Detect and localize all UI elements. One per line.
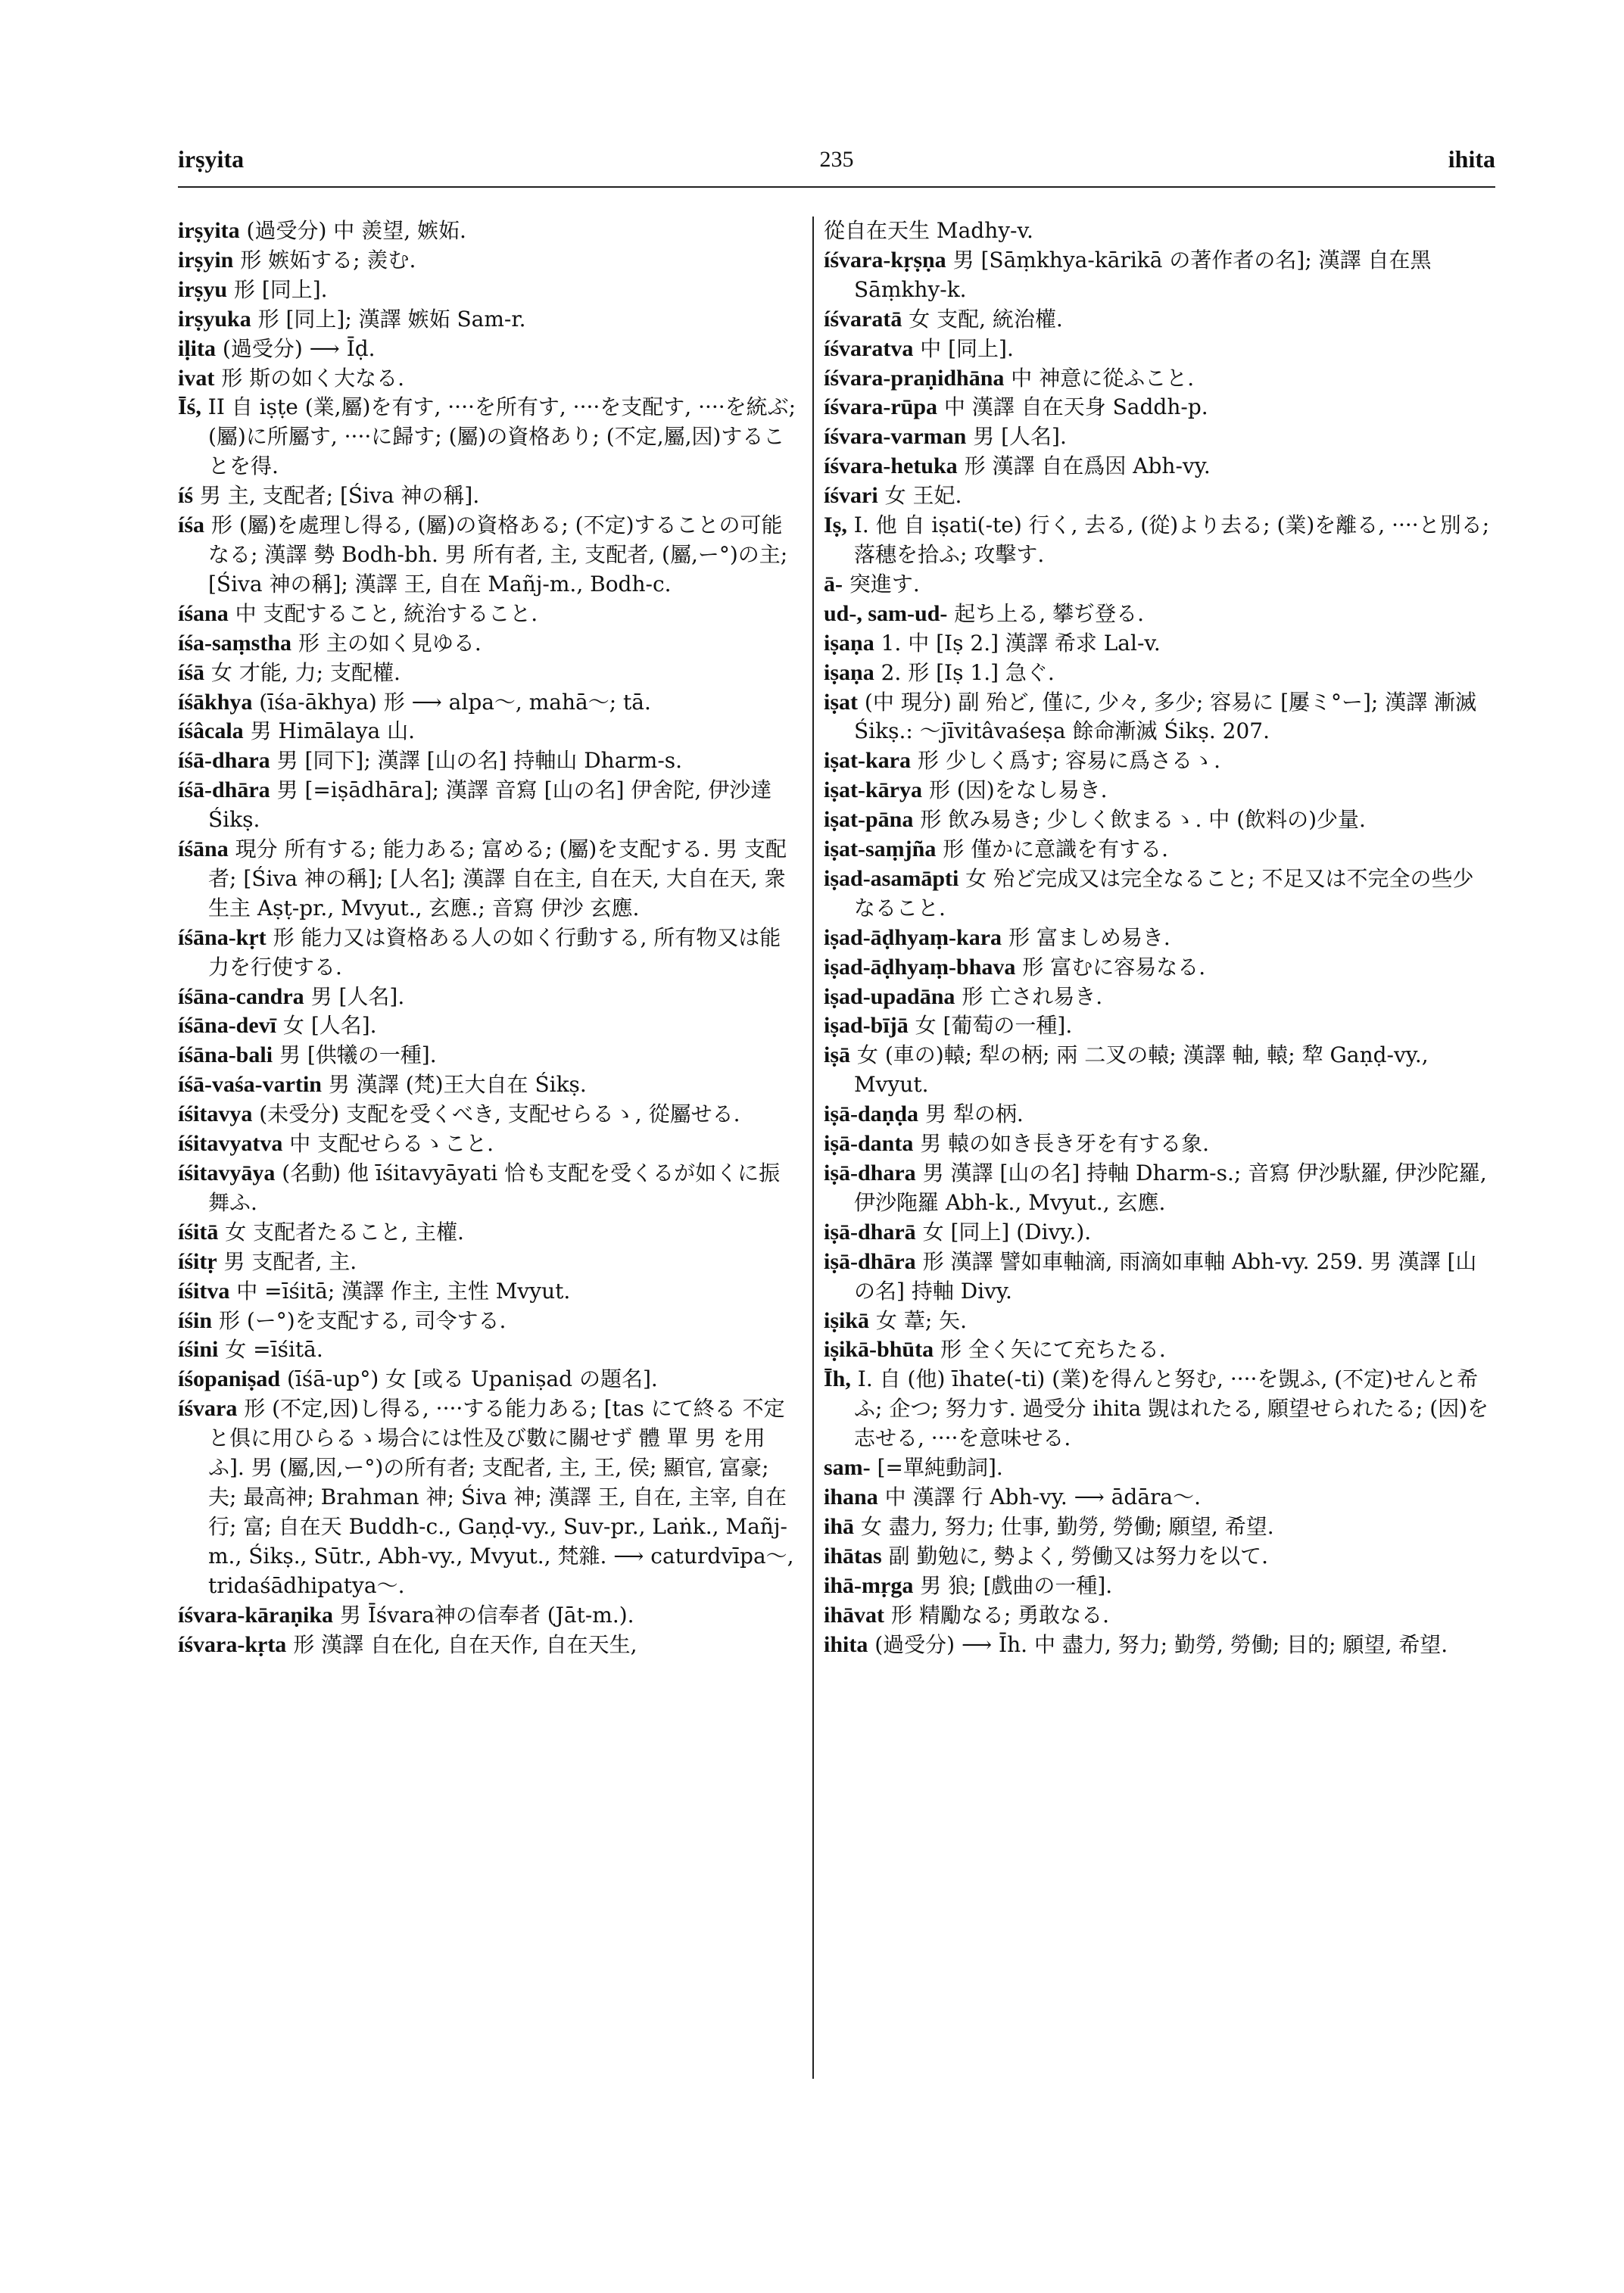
entry-definition: [=單純動詞].	[870, 1455, 1003, 1481]
entry-definition: 形 漢譯 自在化, 自在天作, 自在天生,	[286, 1631, 637, 1657]
dictionary-entry	[178, 1248, 799, 1277]
entry-definition: 男 漢譯 [山の名] 持軸 Dharm-s.; 音寫 伊沙馱羅, 伊沙陀羅, 伊沙陁羅 Abh-k., Mvyut., 玄應.	[854, 1161, 1487, 1215]
dictionary-entry	[178, 217, 799, 246]
entry-headword: iṣikā	[824, 1307, 870, 1333]
dictionary-entry	[178, 1041, 799, 1070]
entry-headword: iṣat	[824, 689, 858, 715]
entry-headword: iṣā-dhara	[824, 1161, 916, 1185]
entry-headword: íśāna-devī	[178, 1013, 277, 1039]
dictionary-entry	[178, 1335, 799, 1365]
dictionary-entry	[824, 659, 1490, 688]
dictionary-entry	[824, 1011, 1490, 1041]
entry-headword: irṣyu	[178, 276, 228, 302]
entry-definition: 女 支配, 統治權.	[902, 306, 1063, 332]
dictionary-entry	[824, 1453, 1490, 1483]
entry-definition: I. 自 (他) īhate(-ti) (業)を得んと努む, ····を覬ふ, (不定)せんと希ふ; 企つ; 努力す. 過受分 ihita 覬はれたる, 願望せられたる; (因)を志せる, ····を意味せる.	[850, 1366, 1489, 1451]
entry-definition: 女 =īśitā.	[218, 1337, 323, 1363]
dictionary-entry	[178, 1218, 799, 1248]
dictionary-entry	[178, 1129, 799, 1159]
dictionary-entry	[824, 1041, 1490, 1100]
entry-definition: 女 殆ど完成又は完全なること; 不足又は不完全の些少なること.	[854, 865, 1474, 921]
entry-headword: íśitavya	[178, 1101, 253, 1127]
entry-headword: íśâcala	[178, 718, 244, 744]
entry-headword: íśitva	[178, 1278, 230, 1304]
entry-definition: 副 勤勉に, 勢よく, 勞働又は努力を以て.	[881, 1543, 1268, 1569]
entry-headword: ihana	[824, 1484, 878, 1509]
entry-definition: II 自 iṣṭe (業,屬)を有す, ····を所有す, ····を支配す, ····を統ぶ; (屬)に所屬す, ····に歸す; (屬)の資格あり; (不定,屬,因)することを得.	[201, 394, 796, 479]
dictionary-entry	[178, 688, 799, 718]
dictionary-entry	[178, 746, 799, 776]
dictionary-entry	[178, 335, 799, 364]
dictionary-entry	[824, 1572, 1490, 1601]
dictionary-entry	[824, 1365, 1490, 1453]
entry-definition: 男 轅の如き長き牙を有する象.	[913, 1131, 1210, 1157]
entry-definition: 女 葦; 矢.	[869, 1307, 968, 1333]
dictionary-entry	[824, 246, 1490, 305]
entry-headword: iṣat-saṃjña	[824, 837, 937, 862]
entry-definition: 男 [同下]; 漢譯 [山の名] 持軸山 Dharm-s.	[270, 748, 683, 774]
entry-headword: iṣā	[824, 1042, 851, 1068]
dictionary-entry	[824, 1159, 1490, 1218]
entry-headword: iṣad-bījā	[824, 1013, 909, 1039]
dictionary-entry	[824, 1542, 1490, 1572]
entry-headword: irṣyin	[178, 247, 234, 273]
entry-definition: 形 嫉妬する; 羨む.	[233, 247, 416, 273]
entry-definition: 形 (不定,因)し得る, ····する能力ある; [tas にて終る 不定 と俱に用ひらるゝ場合には性及び數に關せず 體 單 男 を用ふ]. 男 (屬,因,ー°)の所有者; 支配者, 主, 王, 侯; 顯官, 富豪; 夫; 最高神; Brahman 神; Śiva 神; 漢譯 王, 自在, 主宰, 自在行; 富; 自在天 Buddh-c., Gaṇḍ-vy., Suv-pr., Laṅk., Mañj-m., Śikṣ., Sūtr., Abh-vy., Mvyut., 梵雜. ⟶ caturdvīpa〜, tridaśādhipatya〜.	[208, 1396, 794, 1598]
entry-headword: iṣad-upadāna	[824, 983, 955, 1009]
entry-definition: (名動) 他 īśitavyāyati 恰も支配を受くるが如くに振舞ふ.	[208, 1161, 781, 1215]
entry-headword: íśākhya	[178, 689, 253, 715]
dictionary-entry	[824, 983, 1490, 1012]
dictionary-entry	[824, 393, 1490, 422]
dictionary-entry	[824, 1307, 1490, 1336]
dictionary-entry	[824, 776, 1490, 805]
entry-definition: 女 [人名].	[276, 1013, 377, 1039]
dictionary-entry	[824, 1513, 1490, 1542]
entry-definition: 現分 所有する; 能力ある; 富める; (屬)を支配する. 男 支配者; [Śiva 神の稱]; [人名]; 漢譯 自在主, 自在天, 大自在天, 衆生主 Aṣṭ-pr., Mvyut., 玄應.; 音寫 伊沙 玄應.	[208, 837, 787, 921]
entry-headword: ihātas	[824, 1543, 882, 1569]
header-rule	[178, 186, 1495, 188]
entry-definition: 形 (屬)を處理し得る, (屬)の資格ある; (不定)することの可能なる; 漢譯 勢 Bodh-bh. 男 所有者, 主, 支配者, (屬,ー°)の主; [Śiva 神の稱]; 漢譯 王, 自在 Mañj-m., Bodh-c.	[204, 512, 788, 597]
dictionary-entry	[178, 983, 799, 1012]
entry-definition: 男 [=iṣādhāra]; 漢譯 音寫 [山の名] 伊舍陀, 伊沙達 Śikṣ.	[208, 777, 772, 833]
entry-headword: íś	[178, 483, 194, 509]
entry-definition: 男 [人名].	[966, 424, 1067, 450]
dictionary-entry	[824, 1100, 1490, 1129]
entry-headword: íśitavyāya	[178, 1161, 276, 1185]
entry-definition: 1. 中 [Iṣ 2.] 漢譯 希求 Lal-v.	[874, 630, 1161, 656]
entry-headword: íśā-dhara	[178, 748, 270, 774]
entry-headword: iṣad-āḍhyaṃ-kara	[824, 924, 1002, 950]
entry-headword: íśvara-kāraṇika	[178, 1602, 334, 1628]
entry-headword: íśāna	[178, 837, 229, 862]
entry-definition: 中 漢譯 自在天身 Saddh-p.	[937, 394, 1208, 420]
entry-definition: 中 神意に從ふこと.	[1004, 365, 1195, 391]
entry-headword: sam-	[824, 1455, 871, 1481]
dictionary-entry	[178, 835, 799, 924]
entry-headword: irṣyuka	[178, 306, 251, 332]
dictionary-entry	[178, 511, 799, 600]
dictionary-entry	[178, 305, 799, 335]
entry-headword: íśvari	[824, 483, 878, 509]
entry-definition: 男 犁の柄.	[918, 1101, 1024, 1127]
entry-definition: 女 盡力, 努力; 仕事, 勤勞, 勞働; 願望, 希望.	[854, 1513, 1274, 1539]
entry-definition: 形 富ましめ易き.	[1002, 924, 1170, 950]
entry-definition: 突進す.	[843, 571, 920, 597]
dictionary-entry	[824, 335, 1490, 364]
entry-headword: iḷita	[178, 335, 216, 361]
entry-definition: 女 (車の)轅; 犁の柄; 兩 二叉の轅; 漢譯 軸, 轅; 犂 Gaṇḍ-vy., Mvyut.	[850, 1042, 1429, 1098]
dictionary-entry	[178, 1365, 799, 1394]
dictionary-entry	[824, 217, 1490, 246]
entry-definition: (過受分) ⟶ Īh. 中 盡力, 努力; 勤勞, 勞働; 目的; 願望, 希望.	[868, 1631, 1448, 1657]
entry-definition: 中 支配せらるゝこと.	[282, 1131, 494, 1157]
dictionary-entry	[824, 924, 1490, 953]
left-column	[178, 217, 799, 1659]
entry-definition: 形 (因)をなし易き.	[922, 777, 1108, 803]
entry-headword: íśitā	[178, 1219, 219, 1245]
entry-headword: irṣyita	[178, 218, 240, 243]
dictionary-entry	[178, 1070, 799, 1100]
entry-headword: íśitavyatva	[178, 1131, 283, 1157]
dictionary-entry	[824, 1601, 1490, 1631]
entry-headword: ihā	[824, 1513, 855, 1539]
entry-headword: iṣā-dhāra	[824, 1248, 916, 1274]
entry-headword: íśitṛ	[178, 1248, 217, 1274]
entry-definition: 男 狼; [戲曲の一種].	[913, 1572, 1113, 1598]
column-divider	[812, 217, 814, 2079]
entry-definition: 女 [同上] (Divy.).	[915, 1219, 1092, 1245]
dictionary-entry	[824, 481, 1490, 511]
entry-definition: 形 富むに容易なる.	[1015, 954, 1206, 980]
entry-definition: 形 漢譯 譬如車軸滴, 雨滴如車軸 Abh-vy. 259. 男 漢譯 [山の名] 持軸 Divy.	[854, 1248, 1477, 1304]
dictionary-entry	[824, 805, 1490, 835]
entry-headword: íśā-dhāra	[178, 777, 270, 803]
dictionary-entry	[824, 953, 1490, 983]
entry-headword: iṣat-kārya	[824, 777, 922, 803]
entry-headword: íśana	[178, 600, 229, 626]
entry-definition: 男 主, 支配者; [Śiva 神の稱].	[193, 483, 480, 509]
dictionary-entry	[178, 1307, 799, 1336]
entry-headword: iṣaṇa	[824, 659, 874, 685]
entry-definition: (īśā-up°) 女 [或る Upaniṣad の題名].	[280, 1366, 658, 1392]
entry-headword: íśvaratā	[824, 306, 902, 332]
dictionary-entry	[824, 1483, 1490, 1513]
entry-headword: iṣat-pāna	[824, 807, 914, 833]
entry-definition: 男 [人名].	[304, 983, 405, 1009]
entry-definition: 女 王妃.	[877, 483, 962, 509]
entry-headword: ihāvat	[824, 1602, 885, 1628]
entry-headword: íśvara	[178, 1396, 238, 1422]
entry-definition: 形 精勵なる; 勇敢なる.	[884, 1602, 1110, 1628]
entry-definition: 從自在天生 Madhy-v.	[824, 218, 1033, 243]
entry-headword: Iṣ,	[824, 512, 847, 538]
entry-headword: íśa-saṃstha	[178, 630, 292, 656]
entry-definition: 形 飲み易き; 少しく飲まるゝ. 中 (飲料の)少量.	[913, 807, 1366, 833]
entry-definition: 中 [同上].	[913, 335, 1014, 361]
dictionary-entry	[178, 1011, 799, 1041]
entry-headword: íśāna-bali	[178, 1042, 273, 1068]
entry-headword: íśopaniṣad	[178, 1366, 281, 1392]
entry-definition: 男 漢譯 (梵)王大自在 Śikṣ.	[322, 1072, 587, 1098]
entry-definition: 中 支配すること, 統治すること.	[228, 600, 538, 626]
entry-headword: ivat	[178, 365, 215, 391]
dictionary-entry	[178, 924, 799, 983]
entry-definition: (過受分) ⟶ Īḍ.	[216, 335, 376, 361]
dictionary-entry	[824, 600, 1490, 629]
entry-definition: 男 [Sāṃkhya-kārikā の著作者の名]; 漢譯 自在黑 Sāṃkhy-k.	[854, 247, 1432, 302]
entry-definition: 形 能力又は資格ある人の如く行動する, 所有物又は能力を行使する.	[208, 924, 781, 980]
page-number: 235	[819, 147, 854, 172]
entry-headword: iṣā-dharā	[824, 1219, 916, 1245]
entry-headword: íśāna-kṛt	[178, 924, 267, 950]
dictionary-entry	[178, 629, 799, 659]
dictionary-entry	[178, 776, 799, 835]
dictionary-entry	[178, 659, 799, 688]
dictionary-entry	[178, 1601, 799, 1631]
entry-definition: 中 漢譯 行 Abh-vy. ⟶ ādāra〜.	[877, 1484, 1202, 1509]
entry-definition: 形 亡され易き.	[955, 983, 1103, 1009]
entry-definition: 中 =īśitā; 漢譯 作主, 主性 Mvyut.	[229, 1278, 571, 1304]
entry-headword: iṣat-kara	[824, 748, 911, 774]
entry-headword: Īś,	[178, 394, 201, 420]
entry-headword: ā-	[824, 571, 843, 597]
dictionary-entry	[824, 835, 1490, 865]
dictionary-entry	[824, 688, 1490, 747]
entry-headword: íśvara-praṇidhāna	[824, 365, 1005, 391]
entry-definition: 形 主の如く見ゆる.	[291, 630, 482, 656]
dictionary-entry	[178, 1159, 799, 1218]
dictionary-entry	[178, 1631, 799, 1660]
entry-headword: íśin	[178, 1307, 213, 1333]
entry-definition: 形 (ー°)を支配する, 司令する.	[212, 1307, 507, 1333]
dictionary-entry	[824, 1335, 1490, 1365]
page-header	[178, 145, 1495, 182]
dictionary-entry	[178, 1394, 799, 1600]
dictionary-entry	[824, 364, 1490, 394]
dictionary-entry	[178, 481, 799, 511]
right-column	[824, 217, 1490, 1659]
entry-headword: íśvaratva	[824, 335, 914, 361]
dictionary-entry	[178, 717, 799, 746]
entry-definition: 男 Īśvara神の信奉者 (Jāt-m.).	[333, 1602, 634, 1628]
dictionary-entry	[178, 1277, 799, 1307]
entry-definition: (未受分) 支配を受くべき, 支配せらるゝ, 從屬せる.	[252, 1101, 740, 1127]
entry-definition: I. 他 自 iṣati(-te) 行く, 去る, (從)より去る; (業)を離る, ····と別る; 落穗を拾ふ; 攻擊す.	[846, 512, 1490, 567]
entry-headword: iṣad-asamāpti	[824, 865, 959, 891]
entry-headword: íśā-vaśa-vartin	[178, 1072, 322, 1098]
entry-definition: 男 支配者, 主.	[217, 1248, 357, 1274]
entry-headword: Īh,	[824, 1366, 851, 1392]
entry-headword: ud-, sam-ud-	[824, 600, 948, 626]
entry-definition: 男 Himālaya 山.	[243, 718, 416, 744]
entry-headword: iṣaṇa	[824, 630, 874, 656]
entry-definition: (過受分) 中 羨望, 嫉妬.	[239, 218, 466, 243]
entry-definition: 形 少しく爲す; 容易に爲さるゝ.	[911, 748, 1221, 774]
running-head-left: irṣyita	[178, 145, 245, 173]
dictionary-entry	[178, 364, 799, 394]
dictionary-entry	[178, 600, 799, 629]
entry-headword: ihita	[824, 1631, 868, 1657]
entry-headword: íśāna-candra	[178, 983, 304, 1009]
dictionary-entry	[824, 1248, 1490, 1307]
dictionary-entry	[178, 246, 799, 276]
dictionary-entry	[824, 422, 1490, 452]
entry-headword: íśa	[178, 512, 205, 538]
entry-headword: iṣā-daṇḍa	[824, 1101, 919, 1127]
entry-definition: 形 全く矢にて充ちたる.	[934, 1337, 1166, 1363]
dictionary-entry	[824, 452, 1490, 481]
dictionary-entry	[178, 276, 799, 305]
dictionary-entry	[824, 570, 1490, 600]
entry-headword: íśā	[178, 659, 205, 685]
entry-headword: íśvara-rūpa	[824, 394, 937, 420]
dictionary-entry	[178, 1100, 799, 1129]
entry-definition: 男 [供犧の一種].	[273, 1042, 437, 1068]
dictionary-entry	[178, 393, 799, 481]
entry-definition: (īśa-ākhya) 形 ⟶ alpa〜, mahā〜; tā.	[252, 689, 651, 715]
entry-headword: iṣā-danta	[824, 1131, 914, 1157]
dictionary-entry	[824, 629, 1490, 659]
dictionary-entry	[824, 746, 1490, 776]
running-head-right: ihita	[1448, 145, 1495, 173]
dictionary-entry	[824, 865, 1490, 924]
entry-headword: iṣad-āḍhyaṃ-bhava	[824, 954, 1016, 980]
entry-headword: íśini	[178, 1337, 219, 1363]
entry-headword: íśvara-kṛta	[178, 1631, 287, 1657]
entry-definition: 起ち上る, 攀ぢ登る.	[947, 600, 1144, 626]
entry-definition: 形 僅かに意識を有する.	[936, 837, 1169, 862]
dictionary-entry	[824, 1129, 1490, 1159]
dictionary-entry	[824, 305, 1490, 335]
entry-headword: íśvara-varman	[824, 424, 967, 450]
entry-definition: 2. 形 [Iṣ 1.] 急ぐ.	[874, 659, 1055, 685]
entry-headword: ihā-mṛga	[824, 1572, 914, 1598]
dictionary-entry	[824, 1631, 1490, 1660]
entry-definition: 女 支配者たること, 主權.	[218, 1219, 464, 1245]
dictionary-entry	[824, 1218, 1490, 1248]
entry-headword: íśvara-hetuka	[824, 453, 958, 479]
entry-definition: 形 [同上].	[227, 276, 328, 302]
entry-headword: iṣikā-bhūta	[824, 1337, 934, 1363]
entry-definition: 形 [同上]; 漢譯 嫉妬 Sam-r.	[251, 306, 526, 332]
entry-definition: 形 漢譯 自在爲因 Abh-vy.	[957, 453, 1211, 479]
entry-headword: íśvara-kṛṣṇa	[824, 247, 946, 273]
entry-definition: 女 才能, 力; 支配權.	[204, 659, 401, 685]
entry-definition: 形 斯の如く大なる.	[214, 365, 405, 391]
entry-definition: (中 現分) 副 殆ど, 僅に, 少々, 多少; 容易に [屢ミ°ー]; 漢譯 漸滅 Śikṣ.: 〜jīvitâvaśeṣa 餘命漸滅 Śikṣ. 207.	[854, 689, 1477, 744]
entry-definition: 女 [葡萄の一種].	[908, 1013, 1073, 1039]
dictionary-entry	[824, 511, 1490, 570]
